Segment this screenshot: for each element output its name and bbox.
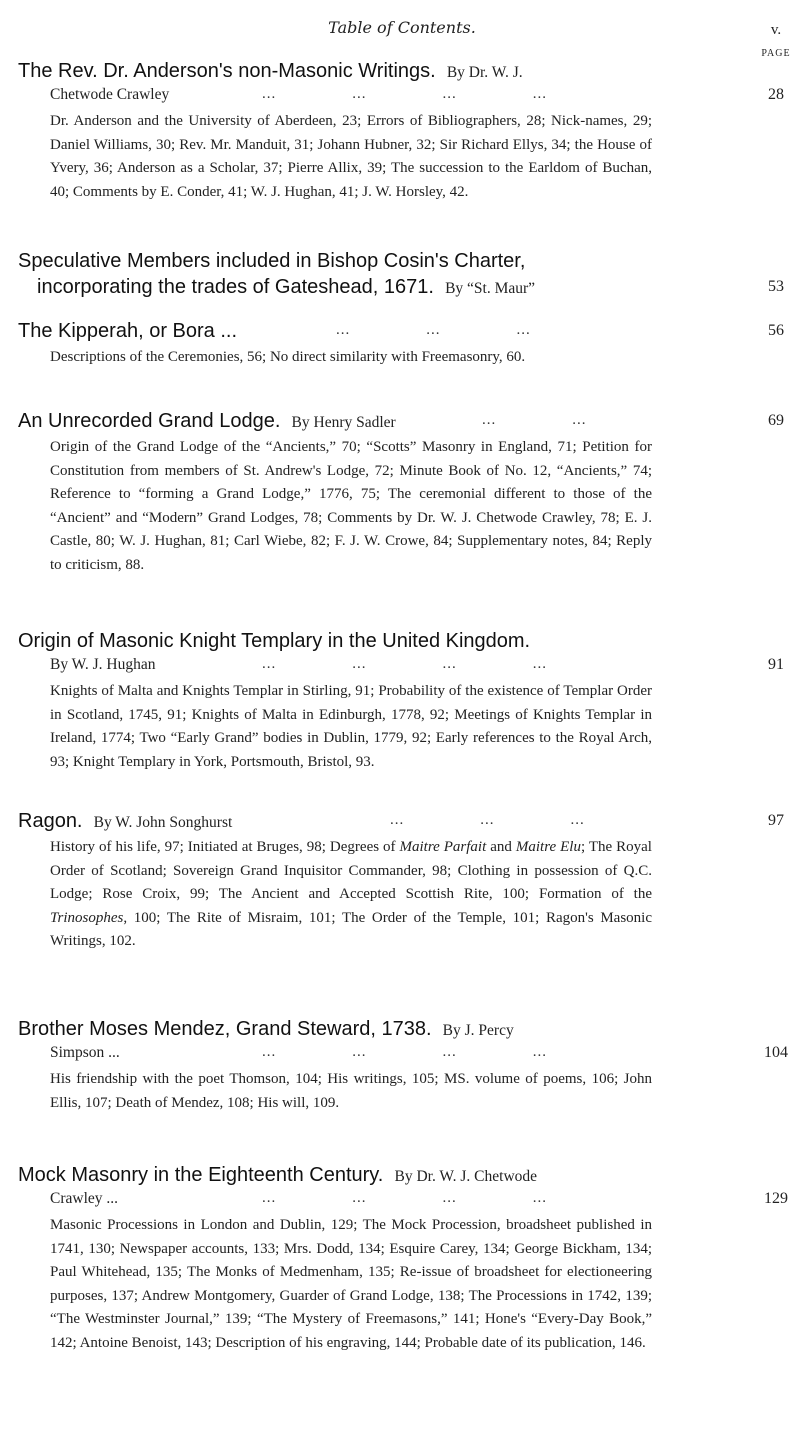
entry-author: By W. J. Hughan bbox=[50, 656, 156, 673]
entry-page-number: 53 bbox=[768, 278, 784, 295]
entry-page-number: 69 bbox=[768, 412, 784, 429]
entry-description: Knights of Malta and Knights Templar in Stirling, 91; Probability of the existence of Templar Order in Scotland, 1745, 91; Knights of Malta in Edinburgh, 1778, 92; Meetings of Knights Templar in Ireland, 1774; Two “Early Grand” bodies in Dublin, 1779, 92; Early references to the Royal Arch, 93; Knight Templary in York, Portsmouth, Bristol, 93. bbox=[50, 683, 652, 770]
entry-author: By “St. Maur” bbox=[445, 280, 536, 297]
entry-page-number: 56 bbox=[768, 322, 784, 339]
entry-author: By W. John Songhurst bbox=[93, 814, 233, 831]
entry-page-number: 129 bbox=[764, 1190, 788, 1207]
entry-title: An Unrecorded Grand Lodge. bbox=[18, 410, 281, 432]
toc-entry bbox=[0, 630, 804, 774]
entry-description: Masonic Processions in London and Dublin, 129; The Mock Procession, broadsheet published in 1741, 130; Newspaper accounts, 133; Mrs. Dodd, 134; Esquire Carey, 134; George Bickham, 134; Paul Whitehead, 135; The Monks of Medmenham, 135; Re-issue of broadsheet for electioneering purposes, 137; Andrew Montgomery, Guarder of Grand Lodge, 138; The Processions in 1742, 139; “The Westminster Journal,” 139; “The Mystery of Freemasons,” 141; Hone's “Every-Day Book,” 142; Antoine Benoist, 143; Description of his engraving, 144; Probable date of its publication, 146. bbox=[50, 1217, 652, 1351]
entry-author: By Henry Sadler bbox=[291, 414, 396, 431]
leader-dots: ... ... ... bbox=[336, 322, 531, 338]
entry-author-cont: Crawley ... bbox=[50, 1190, 119, 1207]
toc-entry bbox=[0, 410, 804, 578]
running-title: Table of Contents. bbox=[328, 18, 476, 37]
italic-term: Maitre Parfait bbox=[399, 839, 487, 855]
entry-title: Speculative Members included in Bishop Cosin's Charter, bbox=[18, 250, 526, 272]
entry-description: Descriptions of the Ceremonies, 56; No direct similarity with Freemasonry, 60. bbox=[50, 349, 526, 365]
entry-title: Ragon. bbox=[18, 810, 83, 832]
page-column-label: PAGE bbox=[761, 48, 791, 59]
entry-author: By J. Percy bbox=[442, 1022, 514, 1039]
folio-number: v. bbox=[770, 22, 782, 38]
italic-term: Trinosophes bbox=[50, 909, 124, 926]
entry-title-cont: incorporating the trades of Gateshead, 1671. bbox=[37, 276, 434, 298]
toc-entry bbox=[0, 1018, 804, 1115]
toc-entry bbox=[0, 1164, 804, 1356]
leader-dots: ... ... ... ... bbox=[262, 656, 547, 672]
entry-page-number: 97 bbox=[768, 812, 784, 829]
entry-title: Origin of Masonic Knight Templary in the United Kingdom. bbox=[18, 630, 531, 652]
italic-term: Maitre Elu bbox=[515, 839, 581, 855]
toc-entry bbox=[0, 810, 804, 954]
entry-page-number: 104 bbox=[764, 1044, 788, 1061]
leader-dots: ... ... ... ... bbox=[262, 1044, 547, 1060]
entry-title: Brother Moses Mendez, Grand Steward, 1738. bbox=[18, 1018, 432, 1040]
entry-author: By Dr. W. J. Chetwode bbox=[394, 1168, 538, 1185]
toc-entry bbox=[0, 250, 804, 302]
toc-entry bbox=[0, 320, 804, 370]
entry-title: The Rev. Dr. Anderson's non-Masonic Writings. bbox=[18, 60, 436, 82]
entry-title: Mock Masonry in the Eighteenth Century. bbox=[18, 1164, 384, 1186]
leader-dots: ... ... ... ... bbox=[262, 1190, 547, 1206]
entry-author-cont: Chetwode Crawley bbox=[50, 86, 170, 103]
entry-title: The Kipperah, or Bora ... bbox=[18, 320, 238, 342]
leader-dots: ... ... ... ... bbox=[262, 86, 547, 102]
entry-page-number: 91 bbox=[768, 656, 784, 673]
entry-description: Dr. Anderson and the University of Aberdeen, 23; Errors of Bibliographers, 28; Nick-names, 29; Daniel Williams, 30; Rev. Mr. Manduit, 31; Johann Hubner, 32; Sir Richard Ellys, 34; the House of Yvery, 36; Anderson as a Scholar, 37; Pierre Allix, 39; The succession to the Earldom of Buchan, 40; Comments by E. Conder, 41; W. J. Hughan, 41; J. W. Horsley, 42. bbox=[50, 113, 652, 200]
entry-page-number: 28 bbox=[768, 86, 784, 103]
leader-dots: ... ... ... bbox=[390, 812, 585, 828]
entry-description: History of his life, 97; Initiated at Bruges, 98; Degrees of Maitre Parfait and Maitre Elu; The Royal Order of Scotland; Sovereign Grand Inquisitor Commander, 98; Clothing in possession of Q.C. Lodge; Rose Croix, 99; The Ancient and Accepted Scottish Rite, 100; Formation of the Trinosophes, 100; The Rite of Misraim, 101; The Order of the Temple, 101; Ragon's Masonic Writings, 102. bbox=[50, 839, 652, 950]
entry-description: Origin of the Grand Lodge of the “Ancients,” 70; “Scotts” Masonry in England, 71; Petition for Constitution from members of St. Andrew's Lodge, 72; Minute Book of No. 12, “Ancients,” 74; Reference to “forming a Grand Lodge,” 1776, 75; The ceremonial different to those of the “Ancient” and “Modern” Grand Lodges, 78; Comments by Dr. W. J. Chetwode Crawley, 78; E. J. Castle, 80; W. J. Hughan, 81; Carl Wiebe, 82; F. J. W. Crowe, 84; Supplementary notes, 84; Reply to criticism, 88. bbox=[50, 439, 652, 573]
entry-author-cont: Simpson ... bbox=[50, 1044, 120, 1061]
toc-entry bbox=[0, 60, 804, 204]
entry-description: His friendship with the poet Thomson, 104; His writings, 105; MS. volume of poems, 106; John Ellis, 107; Death of Mendez, 108; His will, 109. bbox=[50, 1071, 652, 1111]
leader-dots: ... ... bbox=[482, 412, 587, 428]
entry-author: By Dr. W. J. bbox=[446, 64, 523, 81]
